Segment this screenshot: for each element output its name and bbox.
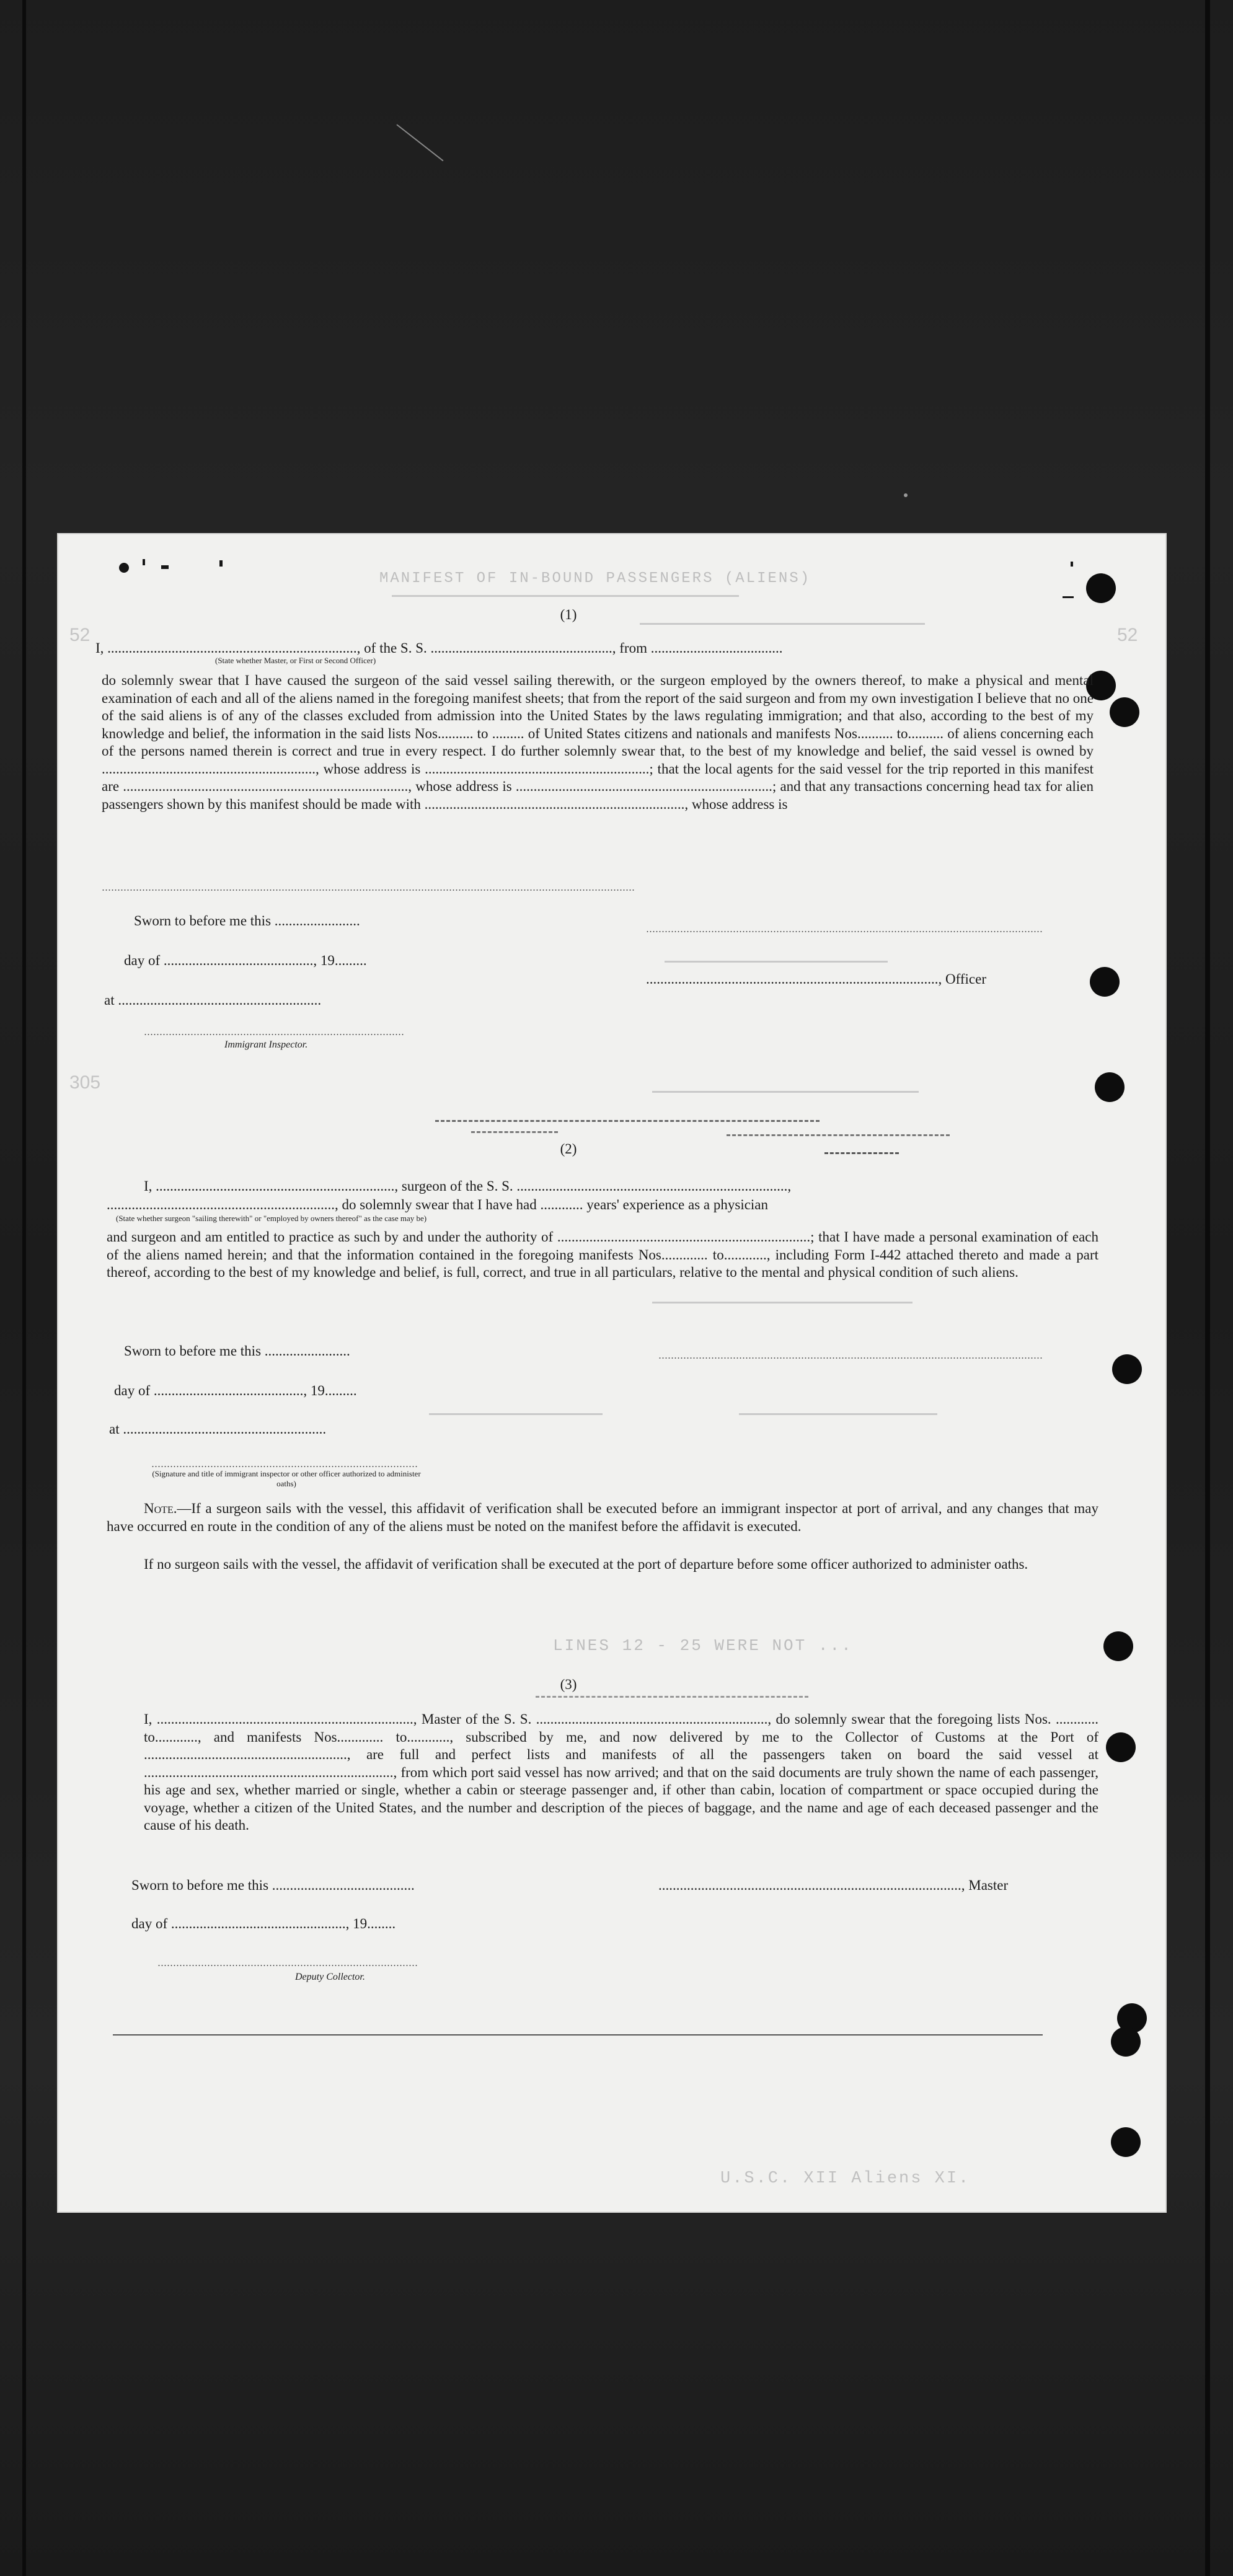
section-2-at-label: at ......................................................... (109, 1421, 327, 1437)
ink-mark (161, 565, 169, 569)
section-1-intro-line: I, ......................................................................, of the S. S. ..................................................., from ..................................... (95, 640, 783, 656)
section-2-oath-text: and surgeon and am entitled to practice as such by and under the authority of .......................................................................; that I have made a personal examination of each of the aliens named herein; and that the information contained in the foregoing manifests Nos............. to............, including Form I-442 attached thereto and made a part thereof, according to the best of my knowledge and belief, is full, correct, and true in all particulars, relative to the mental and physical condition of such aliens. (107, 1229, 1098, 1280)
ink-mark (143, 559, 145, 565)
show-through-dash (435, 1120, 820, 1122)
section-2-signature-caption: (Signature and title of immigrant inspector or other officer authorized to administer oaths) (152, 1469, 421, 1488)
section-3-day-label: day of ................................................., 19........ (131, 1916, 396, 1931)
note-label: Note. (144, 1501, 177, 1516)
section-3-master-label: ....................................................................................., Master (658, 1877, 1009, 1893)
film-speck (904, 493, 908, 497)
ink-mark (1063, 596, 1074, 598)
binder-hole (1112, 1354, 1142, 1384)
show-through-marginal: 52 (1117, 625, 1138, 645)
section-1-inspector-caption: Immigrant Inspector. (224, 1039, 308, 1050)
section-2-experience-caption: (State whether surgeon "sailing therewith" or "employed by owners thereof" as the case may be) (116, 1214, 427, 1223)
section-1-day-label: day of .........................................., 19......... (124, 953, 367, 968)
binder-hole (1090, 967, 1120, 997)
section-3-number: (3) (560, 1677, 577, 1692)
section-2-right-line (658, 1357, 1043, 1359)
section-1-sworn-label: Sworn to before me this ........................ (134, 913, 360, 929)
section-1-oath-text: do solemnly swear that I have caused the surgeon of the said vessel sailing therewith, or the surgeon employed by the owners thereof, to make a physical and mental examination of each and all of the aliens named in the foregoing manifest sheets; that from the report of the said surgeon and from my own investigation I believe that no one of the said aliens is of any of the classes excluded from admission into the United States by the laws regulating immigration; and that also, according to the best of my knowledge and belief, the information in the said lists Nos.......... to ......... of United States citizens and nationals and manifests Nos.......... to.......... of aliens concerning each of the persons named therein is correct and true in every respect. I do further solemnly swear that, to the best of my knowledge and belief, the said vessel is owned by ............................................................, whose address is ...............................................................; that the local agents for the said vessel for the trip reported in this manifest are ................................................................................, whose address is ........................................................................; and that any transactions concerning head tax for alien passengers shown by this manifest should be made with ........................................................................., whose address is (102, 673, 1094, 812)
binder-hole (1110, 697, 1139, 727)
show-through-line (665, 961, 888, 963)
show-through-header: MANIFEST OF IN-BOUND PASSENGERS (ALIENS) (379, 570, 811, 587)
page-bottom-rule (113, 2034, 1043, 2036)
ink-mark (219, 560, 223, 567)
show-through-marginal: 52 (69, 625, 91, 645)
binder-hole (1111, 2027, 1141, 2057)
show-through-marginal: 305 (69, 1072, 101, 1093)
binder-hole (1095, 1072, 1125, 1102)
show-through-dash (727, 1134, 950, 1136)
show-through-line (429, 1413, 603, 1415)
section-2-intro-line: I, ..................................................................., surgeon of the S. S. ............................................................................, (144, 1178, 792, 1194)
show-through-line (652, 1091, 919, 1093)
section-3-sworn-label: Sworn to before me this ........................................ (131, 1877, 415, 1893)
section-3-oath-text: I, ........................................................................, Master of the S. S. ................................................................., do solemnly swear that the foregoing lists Nos. ............ to............, and manifests Nos............. to............, subscribed by me, and now delivered by me to the Collector of Customs at the Port of ........................................................., are full and perfect lists and manifests of all the passengers taken on board the said vessel at ......................................................................, from which port said vessel has now arrived; and that on the said documents are truly shown the name of each passenger, his age and sex, whether married or single, whether a cabin or steerage passenger and, if other than cabin, location of compartment or space occupied during the voyage, whether a citizen of the United States, and the number and description of the pieces of baggage, and the name and age of each deceased passenger and the cause of his death. (144, 1711, 1098, 1833)
section-2-experience-line: ................................................................, do solemnly swear that I have had ............ years' experience as a physician (107, 1197, 769, 1212)
binder-hole (1086, 573, 1116, 603)
section-1-top-line (102, 889, 635, 891)
binder-hole (1111, 2127, 1141, 2157)
show-through-line (392, 595, 739, 597)
show-through-row: LINES 12 - 25 WERE NOT ... (553, 1636, 853, 1655)
section-1-right-line (646, 931, 1043, 932)
binder-hole (1106, 1732, 1136, 1762)
ink-mark (119, 563, 129, 573)
section-2-note-second: If no surgeon sails with the vessel, the affidavit of verification shall be executed at the port of departure before some officer authorized to administer oaths. (144, 1556, 1028, 1572)
show-through-dash (471, 1131, 558, 1133)
show-through-line (739, 1413, 937, 1415)
section-1-number: (1) (560, 607, 577, 622)
section-3-collector-caption: Deputy Collector. (295, 1972, 365, 1982)
section-2-signature-line (151, 1466, 418, 1467)
section-1-intro-caption: (State whether Master, or First or Second Officer) (215, 656, 376, 665)
section-1-at-label: at ......................................................... (104, 992, 322, 1008)
ink-mark (1071, 562, 1073, 567)
section-2-sworn-label: Sworn to before me this ........................ (124, 1343, 350, 1359)
section-1-inspector-line (144, 1034, 404, 1035)
show-through-line (652, 1302, 913, 1303)
note-text: —If a surgeon sails with the vessel, this affidavit of verification shall be executed before an immigrant inspector at port of arrival, and any changes that may have occurred en route in the condition of any of the aliens must be noted on the manifest before the affidavit is executed. (107, 1501, 1098, 1534)
section-2-number: (2) (560, 1141, 577, 1157)
section-2-day-label: day of .........................................., 19......... (114, 1383, 357, 1398)
binder-hole (1103, 1631, 1133, 1661)
manifest-verification-page (57, 533, 1167, 2213)
section-1-officer-label: .................................................................................., Officer (646, 971, 986, 987)
section-2-note (107, 1500, 1098, 1535)
show-through-stamp: U.S.C. XII Aliens XI. (720, 2169, 971, 2188)
section-3-collector-line (157, 1965, 418, 1966)
show-through-dash (536, 1696, 808, 1698)
